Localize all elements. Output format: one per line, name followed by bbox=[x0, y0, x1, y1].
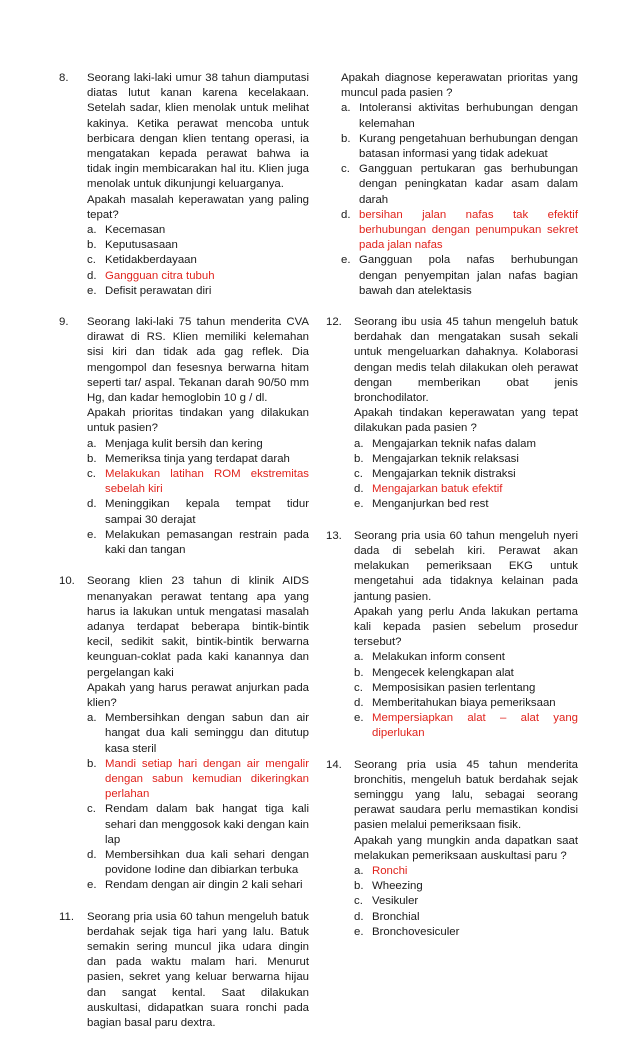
option-c[interactable]: c. Vesikuler bbox=[354, 895, 419, 908]
question-10 bbox=[59, 574, 309, 893]
question-9 bbox=[59, 315, 309, 558]
option-a[interactable]: a. Intoleransi aktivitas berhubungan dengan kelemahan bbox=[341, 102, 578, 130]
option-d-answer[interactable]: d. bersihan jalan nafas tak efektif berhubungan dengan penumpukan sekret pada jalan nafas bbox=[341, 208, 578, 252]
option-d[interactable]: d. Meninggikan kepala tempat tidur sampai 30 derajat bbox=[87, 498, 309, 526]
option-e[interactable]: e. Melakukan pemasangan restrain pada kaki dan tangan bbox=[87, 528, 309, 557]
option-list bbox=[326, 101, 578, 299]
option-c[interactable]: c. Gangguan pertukaran gas berhubungan dengan peningkatan kadar asam dalam darah bbox=[341, 163, 578, 206]
question-11 bbox=[59, 910, 309, 1032]
option-b[interactable]: b. Mengajarkan teknik relaksasi bbox=[354, 452, 519, 465]
question-text: Seorang klien 23 tahun di klinik AIDS menanyakan perawat tentang apa yang harus ia lakukan untuk mengatasi masalah adanya terdapat beberapa bintik-bintik kecil, sedikit sakit, bintik-bintik berwarna keunguan-coklat pada kaki kanannya dan pergelangan kaki bbox=[87, 575, 309, 679]
question-number: 13. bbox=[326, 529, 342, 542]
question-number: 8. bbox=[59, 72, 69, 84]
question-text: Seorang ibu usia 45 tahun mengeluh batuk berdahak dan mengatakan susah sekali untuk mengeluarkan dahaknya. Kolaborasi dengan medis telah dilakukan oleh perawat dengan memberikan obat jenis bronchodilator. bbox=[354, 316, 578, 405]
option-b[interactable]: b. Keputusasaan bbox=[87, 239, 178, 252]
option-list bbox=[326, 864, 578, 940]
option-e[interactable]: e. Rendam dengan air dingin 2 kali sehari bbox=[87, 879, 303, 892]
option-list bbox=[59, 223, 309, 299]
option-d[interactable]: d. Memberitahukan biaya pemeriksaan bbox=[354, 696, 556, 709]
question-text: Seorang laki-laki 75 tahun menderita CVA dirawat di RS. Klien memiliki kelemahan sisi kiri dan tidak ada gag reflek. Dia mengompol dan fesesnya berwarna hitam seperti tar/ aspal. Tekanan darah 90/50 mm Hg, dan kadar hemoglobin 10 g / dl. bbox=[87, 316, 309, 405]
question-number: 14. bbox=[326, 758, 342, 771]
question-text: Seorang pria usia 60 tahun mengeluh batuk berdahak sejak tiga hari yang lalu. Batuk semakin sering muncul jika udara dingin dan pada waktu malam hari. Menurut pasien, sekret yang keluar berwarna hijau dan sangat kental. Saat dilakukan auskultasi, didapatkan suara ronchi pada bagian basal paru dextra. bbox=[87, 910, 309, 1029]
option-d-answer[interactable]: d. Gangguan citra tubuh bbox=[87, 269, 215, 282]
option-e-answer[interactable]: e. Mempersiapkan alat – alat yang diperlukan bbox=[354, 712, 578, 740]
question-text: Seorang pria usia 60 tahun mengeluh nyeri dada di sebelah kiri. Perawat akan melakukan pemeriksaan EKG untuk mengetahui ada tidaknya kelainan pada jantung pasien. bbox=[354, 529, 578, 603]
question-number: 11. bbox=[59, 910, 74, 923]
option-list bbox=[326, 437, 578, 513]
right-column bbox=[326, 71, 578, 956]
question-prompt: Apakah tindakan keperawatan yang tepat dilakukan pada pasien ? bbox=[354, 407, 578, 435]
question-prompt: Apakah prioritas tindakan yang dilakukan untuk pasien? bbox=[87, 407, 309, 435]
option-d-answer[interactable]: d. Mengajarkan batuk efektif bbox=[354, 483, 503, 496]
option-d[interactable]: d. Bronchial bbox=[354, 910, 420, 923]
option-e[interactable]: e. Gangguan pola nafas berhubungan dengan penyempitan jalan nafas bagian bawah dan atelektasis bbox=[341, 254, 578, 297]
left-column bbox=[59, 71, 309, 1047]
option-list bbox=[59, 437, 309, 559]
option-c[interactable]: c. Memposisikan pasien terlentang bbox=[354, 681, 536, 694]
option-e[interactable]: e. Menganjurkan bed rest bbox=[354, 498, 489, 511]
question-number: 12. bbox=[326, 316, 342, 329]
question-13 bbox=[326, 529, 578, 742]
option-b[interactable]: b. Wheezing bbox=[354, 880, 423, 893]
question-12 bbox=[326, 315, 578, 513]
option-a[interactable]: a. Melakukan inform consent bbox=[354, 651, 505, 664]
question-8 bbox=[59, 71, 309, 299]
question-prompt: Apakah diagnose keperawatan prioritas yang muncul pada pasien ? bbox=[341, 72, 578, 100]
option-e[interactable]: e. Bronchovesiculer bbox=[354, 925, 460, 938]
question-prompt: Apakah yang perlu Anda lakukan pertama kali kepada pasien sebelum prosedur tersebut? bbox=[354, 605, 578, 649]
option-list bbox=[326, 650, 578, 741]
question-11-continued bbox=[326, 71, 578, 299]
option-b[interactable]: b. Mengecek kelengkapan alat bbox=[354, 666, 514, 679]
question-number: 9. bbox=[59, 316, 69, 329]
option-c-answer[interactable]: c. Melakukan latihan ROM ekstremitas sebelah kiri bbox=[87, 468, 309, 496]
question-14 bbox=[326, 758, 578, 940]
question-text: Seorang laki-laki umur 38 tahun diamputasi diatas lutut kanan karena kecelakaan. Setelah sadar, klien menolak untuk melihat kakinya. Ketika perawat mencoba untuk berbicara dengan klien tentang operasi, ia mengatakan kepada perawat bahwa ia tidak ingin membicarakan hal itu. Klien juga menolak untuk dikunjungi keluarganya. bbox=[87, 72, 309, 191]
option-c[interactable]: c. Ketidakberdayaan bbox=[87, 254, 197, 267]
option-c[interactable]: c. Mengajarkan teknik distraksi bbox=[354, 468, 516, 481]
option-b-answer[interactable]: b. Mandi setiap hari dengan air mengalir dengan sabun kemudian dikeringkan perlahan bbox=[87, 757, 309, 801]
option-a[interactable]: a. Kecemasan bbox=[87, 224, 166, 237]
option-d[interactable]: d. Membersihkan dua kali sehari dengan povidone Iodine dan dibiarkan terbuka bbox=[87, 848, 309, 877]
option-a[interactable]: a. Menjaga kulit bersih dan kering bbox=[87, 437, 263, 450]
question-text: Seorang pria usia 45 tahun menderita bronchitis, mengeluh batuk berdahak sejak seminggu yang lalu, sebagai seorang perawat saudara perlu memastikan kondisi pasien melalui pemeriksaan fisik. bbox=[354, 758, 578, 832]
option-a[interactable]: a. Membersihkan dengan sabun dan air hangat dua kali seminggu dan ditutup kasa steril bbox=[87, 712, 309, 755]
option-b[interactable]: b. Memeriksa tinja yang terdapat darah bbox=[87, 452, 290, 465]
option-a-answer[interactable]: a. Ronchi bbox=[354, 864, 408, 877]
option-c[interactable]: c. Rendam dalam bak hangat tiga kali sehari dan menggosok kaki dengan kain lap bbox=[87, 803, 309, 846]
option-a[interactable]: a. Mengajarkan teknik nafas dalam bbox=[354, 437, 536, 450]
question-prompt: Apakah yang harus perawat anjurkan pada klien? bbox=[87, 681, 309, 709]
question-prompt: Apakah yang mungkin anda dapatkan saat melakukan pemeriksaan auskultasi paru ? bbox=[354, 834, 578, 862]
question-number: 10. bbox=[59, 575, 75, 588]
question-prompt: Apakah masalah keperawatan yang paling tepat? bbox=[87, 193, 309, 221]
option-e[interactable]: e. Defisit perawatan diri bbox=[87, 284, 212, 297]
option-list bbox=[59, 711, 309, 893]
option-b[interactable]: b. Kurang pengetahuan berhubungan dengan batasan informasi yang tidak adekuat bbox=[341, 132, 578, 161]
